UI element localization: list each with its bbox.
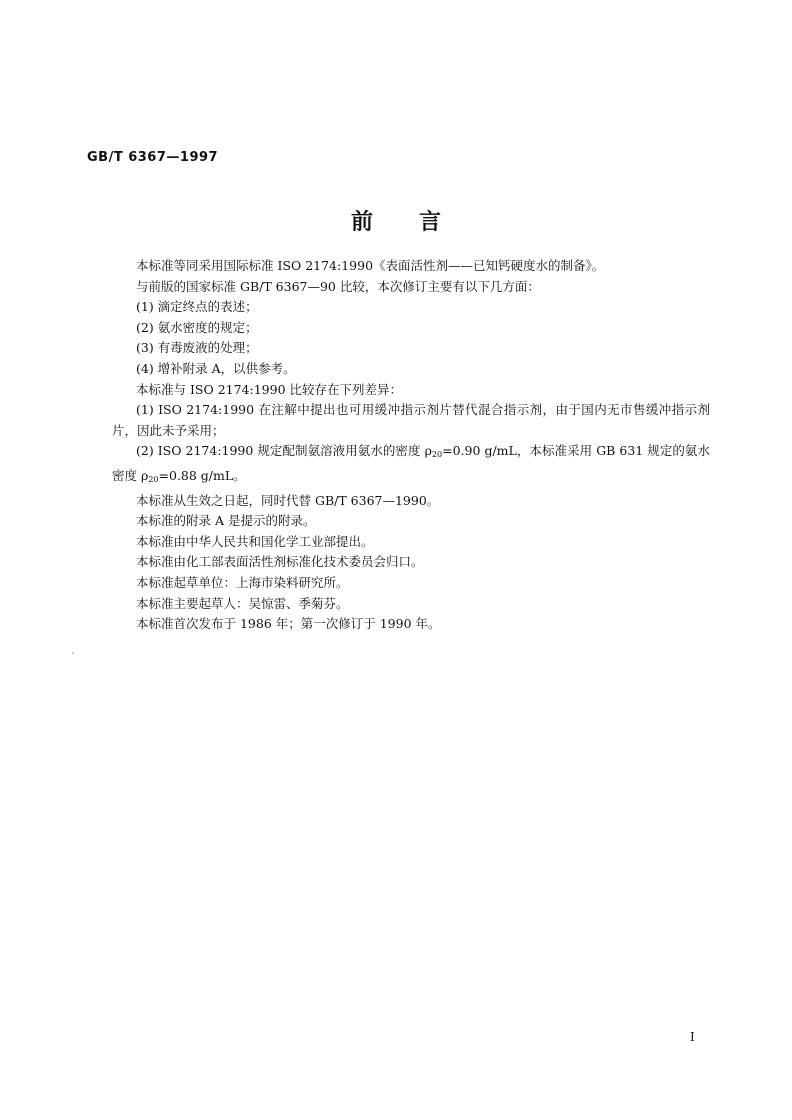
list-item: (1) 滴定终点的表述； xyxy=(136,299,258,315)
density-text-after: =0.88 g/mL。 xyxy=(158,467,246,483)
paragraph: 本标准起草单位：上海市染料研究所。 xyxy=(136,574,349,590)
body-text xyxy=(112,256,710,635)
page-title: 前言 xyxy=(350,210,487,235)
density-text-middle: =0.90 g/mL，本标准采用 GB 631 规定的氨水密度 ρ xyxy=(112,443,710,483)
paragraph: 本标准等同采用国际标准 ISO 2174:1990《表面活性剂——已知钙硬度水的制备》。 xyxy=(136,258,605,273)
density-subscript: 20 xyxy=(431,450,443,460)
list-item: (1) ISO 2174:1990 在注解中提出也可用缓冲指示剂片替代混合指示剂，由于国内无市售缓冲指示剂片，因此未予采用； xyxy=(112,402,710,438)
paragraph: 本标准的附录 A 是提示的附录。 xyxy=(136,513,316,529)
list-item xyxy=(112,441,710,490)
paragraph: 本标准由中华人民共和国化学工业部提出。 xyxy=(136,533,374,549)
paragraph: 与前版的国家标准 GB/T 6367—90 比较，本次修订主要有以下几方面： xyxy=(136,278,540,294)
paragraph: 本标准首次发布于 1986 年；第一次修订于 1990 年。 xyxy=(136,616,441,632)
scan-speck xyxy=(72,652,74,654)
list-item: (4) 增补附录 A，以供参考。 xyxy=(136,360,296,376)
list-item: (3) 有毒废液的处理； xyxy=(136,340,258,356)
density-text-before: (2) ISO 2174:1990 规定配制氨溶液用氨水的密度 ρ xyxy=(136,443,432,459)
list-item: (2) 氨水密度的规定； xyxy=(136,319,258,335)
page-number: I xyxy=(690,1030,695,1044)
paragraph: 本标准主要起草人：吴惊雷、季菊芬。 xyxy=(136,595,349,611)
paragraph: 本标准从生效之日起，同时代替 GB/T 6367—1990。 xyxy=(136,492,440,508)
document-number: GB/T 6367—1997 xyxy=(87,150,219,165)
paragraph: 本标准由化工部表面活性剂标准化技术委员会归口。 xyxy=(136,554,424,570)
density-subscript: 20 xyxy=(148,474,159,484)
paragraph: 本标准与 ISO 2174:1990 比较存在下列差异： xyxy=(136,381,403,397)
